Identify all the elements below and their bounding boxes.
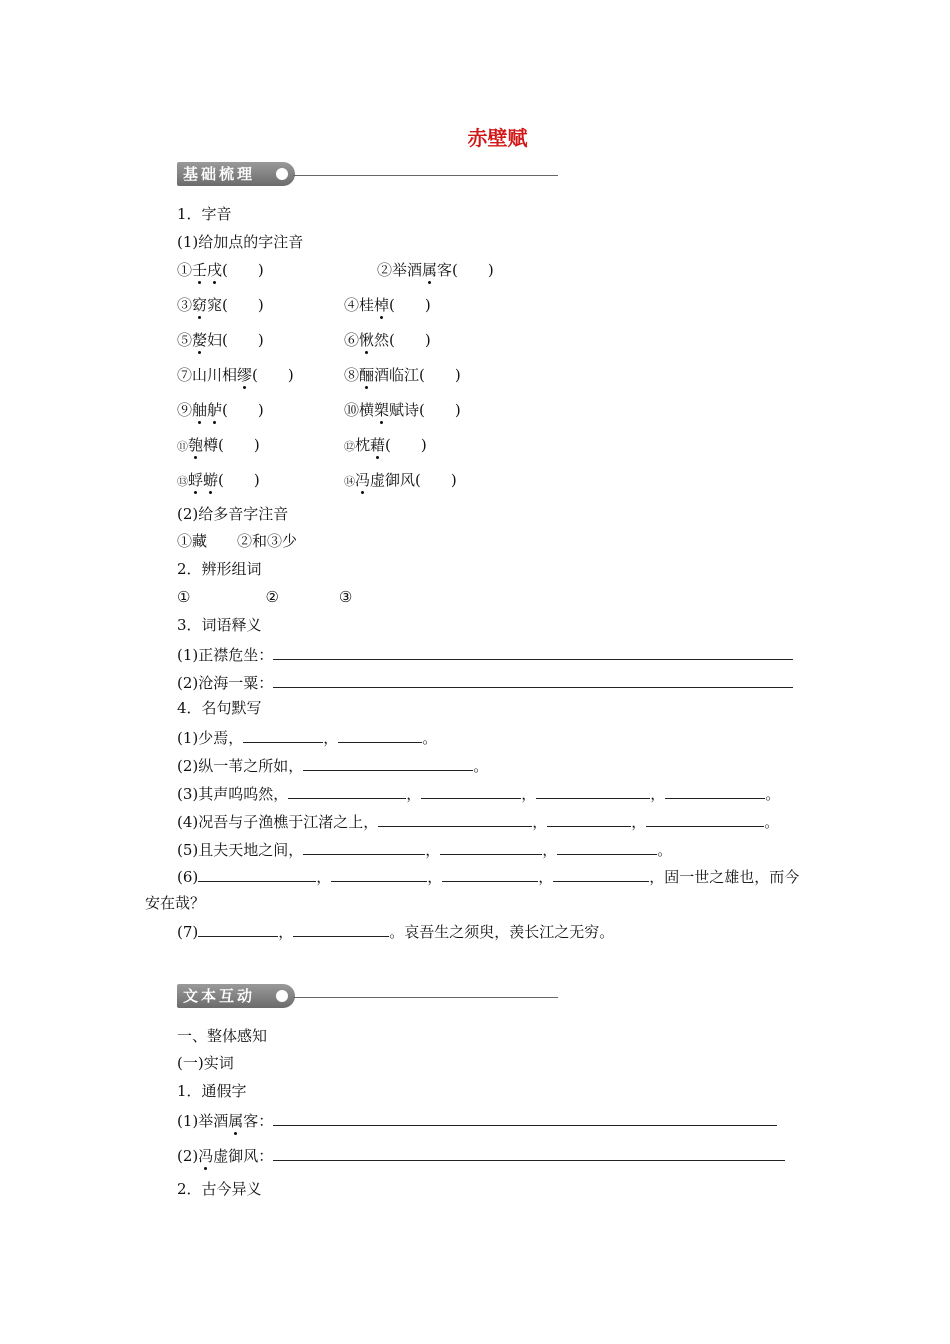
pron-item: ⑧酾酒临江( ) xyxy=(344,366,461,384)
sub-question: (1)给加点的字注音 xyxy=(177,233,304,251)
answer-blank[interactable] xyxy=(303,754,473,771)
pron-item: ①壬戌( ) xyxy=(177,261,264,279)
answer-blank[interactable] xyxy=(378,810,532,827)
question-heading: 3．词语释义 xyxy=(177,616,262,634)
pron-item: ③窈窕( ) xyxy=(177,296,264,314)
answer-blank[interactable] xyxy=(665,782,765,799)
page-title: 赤壁赋 xyxy=(467,126,528,150)
question-heading: 4．名句默写 xyxy=(177,699,262,717)
answer-blank[interactable] xyxy=(421,782,521,799)
answer-blank[interactable] xyxy=(243,726,323,743)
pron-item: ⑩横槊赋诗( ) xyxy=(344,401,461,419)
pron-item: ④桂棹( ) xyxy=(344,296,431,314)
pron-item: ⑭冯虚御风( ) xyxy=(344,471,457,489)
definition-row: (2)冯虚御风： xyxy=(177,1144,785,1166)
answer-blank[interactable] xyxy=(273,1109,777,1126)
shape-items: ① ② ③ xyxy=(177,588,353,606)
pron-item: ⑦山川相缪( ) xyxy=(177,366,294,384)
answer-blank[interactable] xyxy=(303,838,425,855)
question-heading: 2．辨形组词 xyxy=(177,560,262,578)
polyphone-items: ①藏 ②和③少 xyxy=(177,532,298,550)
answer-blank[interactable] xyxy=(288,782,406,799)
answer-blank[interactable] xyxy=(442,865,538,882)
answer-blank[interactable] xyxy=(273,671,793,688)
pron-item: ⑨舳舻( ) xyxy=(177,401,264,419)
sub-question: (2)给多音字注音 xyxy=(177,505,289,523)
answer-blank[interactable] xyxy=(646,810,764,827)
recitation-continuation: 安在哉？ xyxy=(145,894,206,912)
answer-blank[interactable] xyxy=(293,920,389,937)
pron-item: ⑬蜉蝣( ) xyxy=(177,471,260,489)
question-heading: 1．通假字 xyxy=(177,1082,247,1100)
section-tag: 基础梳理 xyxy=(177,162,295,186)
divider xyxy=(293,175,558,176)
recitation-row: (3)其声呜呜然， ， ， ， 。 xyxy=(177,782,780,804)
question-heading: 2．古今异义 xyxy=(177,1180,262,1198)
answer-blank[interactable] xyxy=(338,726,422,743)
recitation-row: (6) ， ， ， ，固一世之雄也，而今 xyxy=(177,865,799,887)
pron-item: ②举酒属客( ) xyxy=(377,261,494,279)
answer-blank[interactable] xyxy=(553,865,649,882)
pron-item: ⑫枕藉( ) xyxy=(344,436,427,454)
definition-row: (1)举酒属客： xyxy=(177,1109,777,1131)
answer-blank[interactable] xyxy=(198,920,278,937)
question-heading: 1．字音 xyxy=(177,205,232,223)
divider xyxy=(293,997,558,998)
bullet-dot-icon xyxy=(276,168,288,180)
subsection-heading: 一、整体感知 xyxy=(177,1027,268,1045)
section-tag: 文本互动 xyxy=(177,984,295,1008)
recitation-row: (5)且夫天地之间， ， ， 。 xyxy=(177,838,672,860)
answer-blank[interactable] xyxy=(547,810,631,827)
subsection-heading: (一)实词 xyxy=(177,1054,234,1072)
answer-blank[interactable] xyxy=(198,865,316,882)
recitation-row: (1)少焉， ， 。 xyxy=(177,726,437,748)
recitation-row: (2)纵一苇之所如， 。 xyxy=(177,754,488,776)
pron-item: ⑤嫠妇( ) xyxy=(177,331,264,349)
definition-row: (2)沧海一粟： xyxy=(177,671,793,693)
recitation-row: (4)况吾与子渔樵于江渚之上， ， ， 。 xyxy=(177,810,779,832)
answer-blank[interactable] xyxy=(331,865,427,882)
answer-blank[interactable] xyxy=(273,1144,785,1161)
pron-item: ⑥愀然( ) xyxy=(344,331,431,349)
answer-blank[interactable] xyxy=(557,838,657,855)
pron-item: ⑪匏樽( ) xyxy=(177,436,260,454)
answer-blank[interactable] xyxy=(536,782,650,799)
answer-blank[interactable] xyxy=(273,643,793,660)
bullet-dot-icon xyxy=(276,990,288,1002)
recitation-row: (7) ， 。哀吾生之须臾，羡长江之无穷。 xyxy=(177,920,614,942)
definition-row: (1)正襟危坐： xyxy=(177,643,793,665)
answer-blank[interactable] xyxy=(440,838,542,855)
